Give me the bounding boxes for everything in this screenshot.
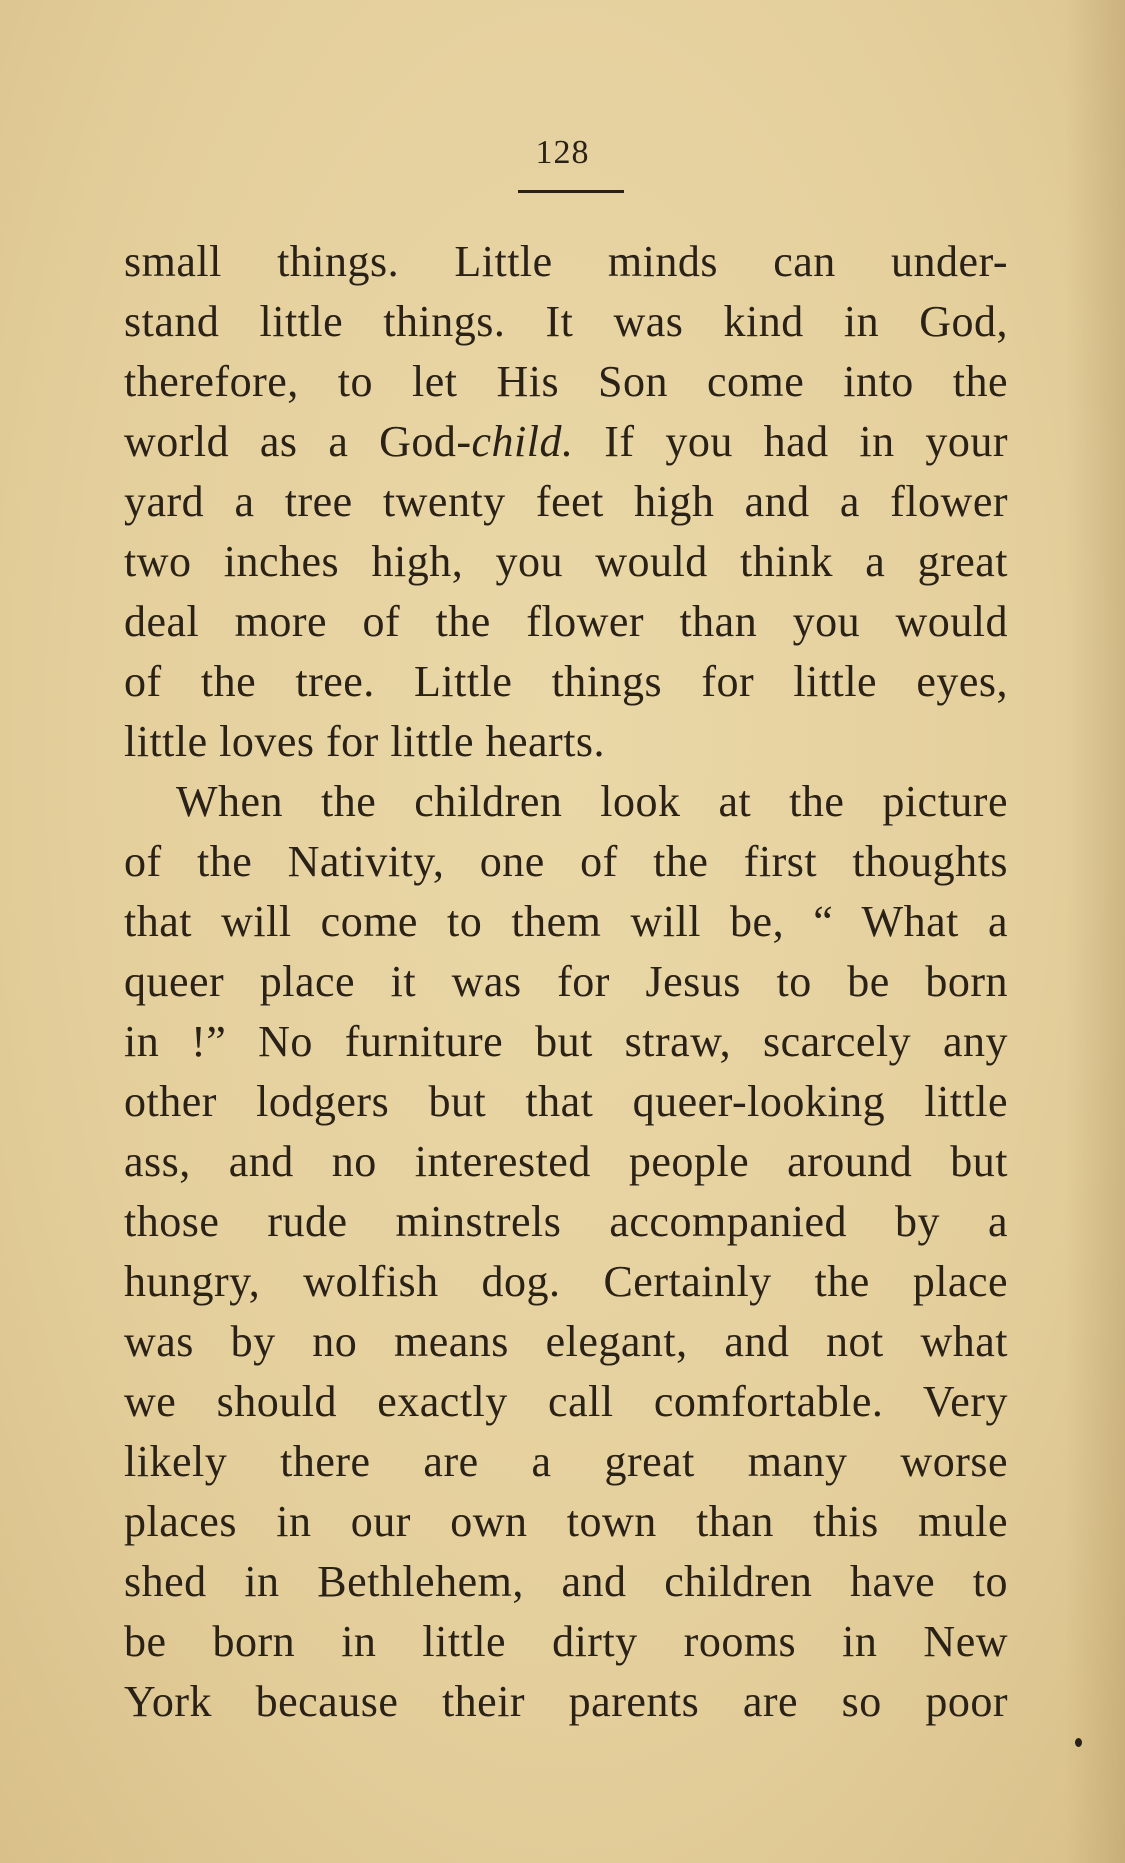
text-line: little loves for little hearts. <box>124 717 606 766</box>
italic-word: child. <box>471 417 574 466</box>
text-line: When the children look at the picture <box>176 777 1008 826</box>
text-line-start: world as a God- <box>124 417 472 466</box>
header-rule <box>518 190 624 193</box>
page-edge-shadow <box>1065 0 1125 1863</box>
text-line: shed in Bethlehem, and children have to <box>124 1557 1008 1606</box>
body-text <box>124 232 1008 1732</box>
page-number: 128 <box>535 134 590 171</box>
text-line: therefore, to let His Son come into the <box>124 357 1008 406</box>
text-line: those rude minstrels accompanied by a <box>124 1197 1008 1246</box>
text-line: York because their parents are so poor <box>124 1677 1008 1726</box>
text-line-end: If you had in your <box>573 417 1008 466</box>
text-line: deal more of the flower than you would <box>124 597 1008 646</box>
text-line: was by no means elegant, and not what <box>124 1317 1008 1366</box>
text-line: likely there are a great many worse <box>124 1437 1008 1486</box>
text-line: be born in little dirty rooms in New <box>124 1617 1008 1666</box>
text-line: ass, and no interested people around but <box>124 1137 1008 1186</box>
text-line: queer place it was for Jesus to be born <box>124 957 1008 1006</box>
text-line: of the Nativity, one of the first thoughts <box>124 837 1008 886</box>
text-line: other lodgers but that queer-looking little <box>124 1077 1008 1126</box>
text-line: stand little things. It was kind in God, <box>124 297 1008 346</box>
text-line: we should exactly call comfortable. Very <box>124 1377 1008 1426</box>
text-line: places in our own town than this mule <box>124 1497 1008 1546</box>
text-line: of the tree. Little things for little eyes, <box>124 657 1008 706</box>
text-line: that will come to them will be, “ What a <box>124 897 1008 946</box>
text-line: yard a tree twenty feet high and a flower <box>124 477 1008 526</box>
text-line-with-italic <box>124 412 1008 472</box>
margin-ink-dot <box>1075 1738 1082 1747</box>
text-line: small things. Little minds can under- <box>124 237 1008 286</box>
text-line: hungry, wolfish dog. Certainly the place <box>124 1257 1008 1306</box>
text-line: in !” No furniture but straw, scarcely any <box>124 1017 1008 1066</box>
text-line: two inches high, you would think a great <box>124 537 1008 586</box>
